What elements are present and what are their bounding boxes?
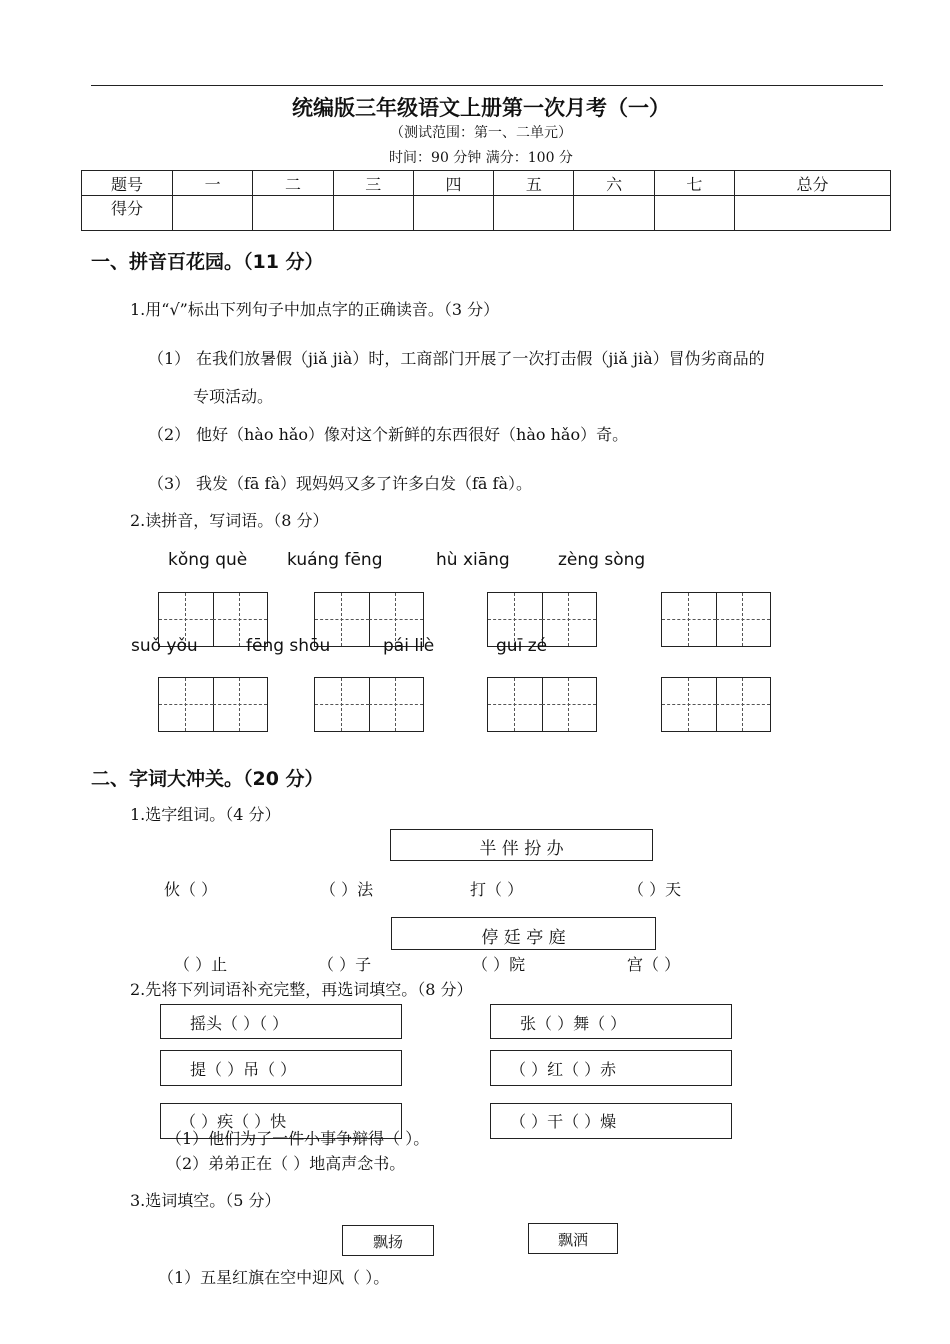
idiom-text[interactable]: （ ）疾（ ）快 [180,1112,287,1131]
idiom-box [490,1103,732,1139]
pinyin-label: suǒ yǒu [131,636,198,656]
idiom-box [490,1004,732,1039]
s2-q2-title: 2.先将下列词语补充完整，再选词填空。（8 分） [130,980,473,999]
section2-title: 二、字词大冲关。（20 分） [91,768,324,790]
idiom-text[interactable]: 提（ ）吊（ ） [190,1060,297,1079]
s1-q2-title: 2.读拼音，写词语。（8 分） [130,511,329,530]
fill-sentence[interactable]: （1）他们为了一件小事争辩得（ ）。 [166,1129,430,1148]
idiom-box [160,1050,402,1086]
writing-grid[interactable] [487,677,597,732]
idiom-box [160,1004,402,1039]
s1-q1-item1-num: （1） [148,349,191,368]
score-cell[interactable] [253,196,333,231]
char-choice-text: 停 廷 亭 庭 [481,928,566,948]
score-header-cell: 一 [173,171,253,196]
writing-grid[interactable] [314,677,424,732]
s1-q1-item3-num: （3） [148,474,191,493]
score-header-cell: 二 [253,171,333,196]
char-choice-box [390,829,653,861]
score-header-cell: 七 [654,171,734,196]
score-cell[interactable] [494,196,574,231]
s2-q1-title: 1.选字组词。（4 分） [130,805,281,824]
pinyin-label: kǒng què [168,550,248,570]
pinyin-label: pái liè [383,636,435,656]
top-rule [91,85,883,86]
idiom-text[interactable]: （ ）红（ ）赤 [510,1060,617,1079]
score-cell[interactable] [333,196,413,231]
word-blank[interactable]: （ ）天 [628,880,682,899]
word-blank[interactable]: （ ）子 [318,955,372,974]
s1-q1-item1-cont: 专项活动。 [193,387,274,406]
idiom-text[interactable]: 张（ ）舞（ ） [520,1014,627,1033]
score-header-cell: 六 [574,171,654,196]
time-and-score: 时间：90 分钟 满分：100 分 [389,150,573,166]
score-cell[interactable] [173,196,253,231]
pinyin-label: kuáng fēng [287,550,383,570]
s1-q1-item2-num: （2） [148,425,191,444]
word-blank[interactable]: 宫（ ） [627,955,681,974]
pinyin-label: hù xiāng [436,550,510,570]
idiom-box [490,1050,732,1086]
s1-q1-item2-text: 他好（hào hǎo）像对这个新鲜的东西很好（hào hǎo）奇。 [196,425,629,444]
score-cell[interactable] [413,196,493,231]
score-header-cell: 五 [494,171,574,196]
pinyin-label: zèng sòng [558,550,646,570]
score-header-cell: 题号 [82,171,173,196]
section1-title: 一、拼音百花园。（11 分） [91,251,324,273]
score-header-cell: 四 [413,171,493,196]
score-table [81,170,891,231]
s1-q1-item3-text: 我发（fā fà）现妈妈又多了许多白发（fā fà）。 [196,474,533,493]
word-option-box [528,1223,618,1254]
score-cell[interactable] [574,196,654,231]
word-option-text: 飘洒 [557,1231,588,1249]
fill-sentence[interactable]: （2）弟弟正在（ ）地高声念书。 [166,1154,406,1173]
word-blank[interactable]: 伙（ ） [164,880,218,899]
char-choice-text: 半 伴 扮 办 [479,839,564,859]
writing-grid[interactable] [661,592,771,647]
pinyin-label: guī zé [496,636,548,656]
word-blank[interactable]: （ ）法 [320,880,374,899]
char-choice-box [391,917,656,950]
s1-q1-title: 1.用“√”标出下列句子中加点字的正确读音。（3 分） [130,300,500,319]
word-blank[interactable]: （ ）止 [174,955,228,974]
score-cell[interactable] [654,196,734,231]
test-scope: （测试范围：第一、二单元） [390,125,572,141]
s2-q3-title: 3.选词填空。（5 分） [130,1191,281,1210]
page-title: 统编版三年级语文上册第一次月考（一） [292,95,670,120]
word-blank[interactable]: （ ）院 [472,955,526,974]
word-option-text: 飘扬 [372,1233,403,1251]
score-header-cell: 三 [333,171,413,196]
idiom-text[interactable]: （ ）干（ ）燥 [510,1112,617,1131]
score-cell[interactable] [735,196,891,231]
s1-q1-item1-text: 在我们放暑假（jiǎ jià）时，工商部门开展了一次打击假（jiǎ jià）冒伪劣商品的 [196,349,765,368]
idiom-text[interactable]: 摇头（ ）（ ） [190,1014,289,1033]
writing-grid[interactable] [661,677,771,732]
word-blank[interactable]: 打（ ） [470,880,524,899]
score-row-label: 得分 [82,196,173,231]
score-header-cell: 总分 [735,171,891,196]
word-option-box [342,1225,434,1256]
fill-sentence[interactable]: （1）五星红旗在空中迎风（ ）。 [158,1268,390,1287]
pinyin-label: fēng shōu [246,636,331,656]
writing-grid[interactable] [158,677,268,732]
